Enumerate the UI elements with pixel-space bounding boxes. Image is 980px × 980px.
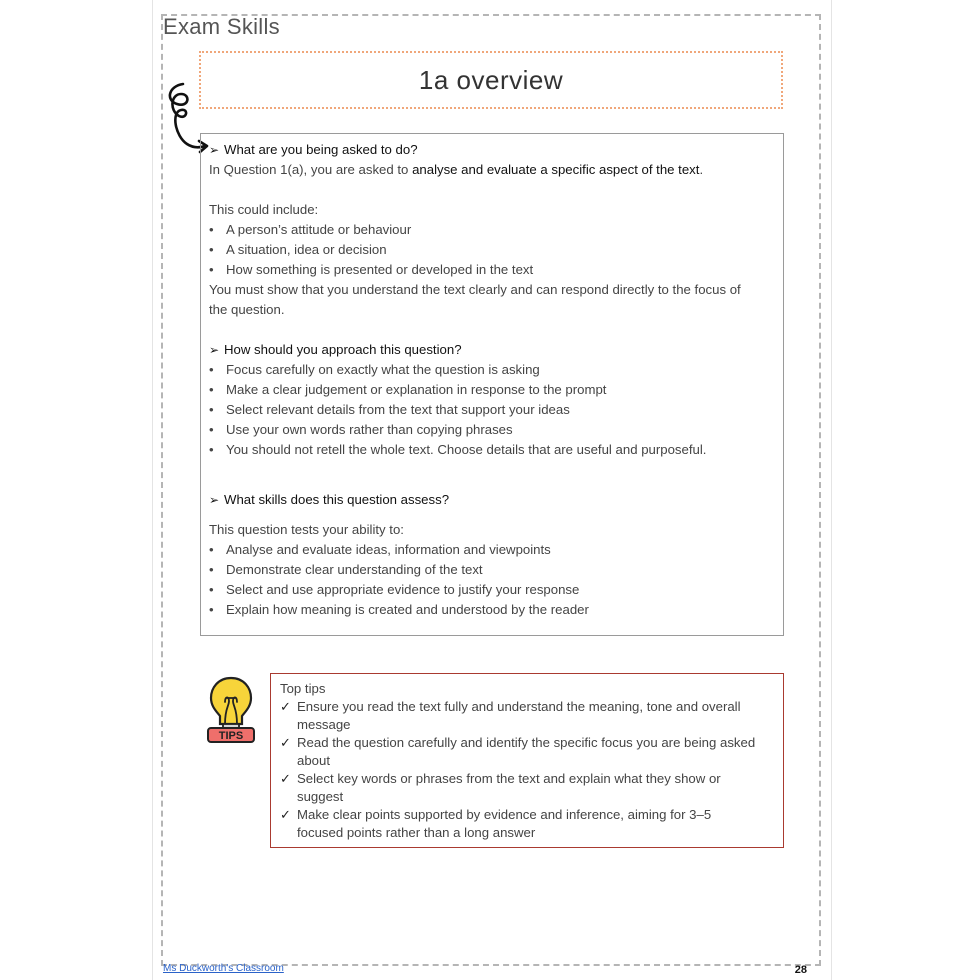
question-heading-1 xyxy=(209,140,769,160)
tip-item: ✓ Select key words or phrases from the text and explain what they show or suggest xyxy=(280,771,721,804)
check-icon: ✓ xyxy=(280,735,292,750)
intro-prefix: In Question 1(a), you are asked to xyxy=(209,162,413,177)
question-heading-3 xyxy=(209,490,769,510)
lightbulb-icon xyxy=(205,674,257,746)
list-item: • Focus carefully on exactly what the question is asking xyxy=(209,362,540,377)
list-item: • Make a clear judgement or explanation in response to the prompt xyxy=(209,382,607,397)
tip-item: ✓ Read the question carefully and identify the specific focus you are being asked about xyxy=(280,735,756,768)
question-heading-2 xyxy=(209,340,769,360)
tip-item: ✓ Make clear points supported by evidence and inference, aiming for 3–5 focused points rather than a long answer xyxy=(280,807,712,840)
list-item: • A situation, idea or decision xyxy=(209,242,387,257)
worksheet-page xyxy=(152,0,832,980)
list-item: • Demonstrate clear understanding of the text xyxy=(209,562,483,577)
check-icon: ✓ xyxy=(280,771,292,786)
closing-line: You must show that you understand the text clearly and can respond directly to the focus of xyxy=(209,282,741,297)
tip-item: ✓ Ensure you read the text fully and understand the meaning, tone and overall message xyxy=(280,699,741,732)
heading-text: How should you approach this question? xyxy=(224,342,462,357)
check-icon: ✓ xyxy=(280,807,292,822)
list-item: • You should not retell the whole text. Choose details that are useful and purposeful. xyxy=(209,442,707,457)
intro-suffix: . xyxy=(699,162,704,177)
list-item: • Select and use appropriate evidence to justify your response xyxy=(209,582,580,597)
list-item: • Select relevant details from the text that support your ideas xyxy=(209,402,570,417)
list-item: • Use your own words rather than copying phrases xyxy=(209,422,513,437)
footer-link[interactable]: Ms Duckworth's Classroom xyxy=(163,963,284,974)
page-header-title: Exam Skills xyxy=(163,14,280,39)
check-icon: ✓ xyxy=(280,699,292,714)
list-item: • Explain how meaning is created and understood by the reader xyxy=(209,602,589,617)
list-item: • Analyse and evaluate ideas, information and viewpoints xyxy=(209,542,551,557)
page-number: 28 xyxy=(794,964,807,976)
could-include-text: This could include: xyxy=(209,202,319,217)
list-item: • A person’s attitude or behaviour xyxy=(209,222,412,237)
intro-paragraph xyxy=(209,160,769,180)
arrow-bullet-icon: ➢ xyxy=(209,343,220,357)
title-box xyxy=(199,51,783,109)
top-tips-box xyxy=(270,673,784,848)
heading-text: What are you being asked to do? xyxy=(224,142,418,157)
arrow-bullet-icon: ➢ xyxy=(209,143,220,157)
intro-emphasis: analyse and evaluate a specific aspect of the text xyxy=(412,162,700,177)
heading-text: What skills does this question assess? xyxy=(224,492,450,507)
list-item: • How something is presented or developed in the text xyxy=(209,262,534,277)
page-title: 1a overview xyxy=(418,64,564,95)
tips-label: TIPS xyxy=(218,730,244,742)
overview-box xyxy=(200,133,784,636)
closing-line: the question. xyxy=(209,302,285,317)
tips-heading: Top tips xyxy=(280,681,326,696)
arrow-bullet-icon: ➢ xyxy=(209,493,220,507)
skills-intro: This question tests your ability to: xyxy=(209,522,404,537)
